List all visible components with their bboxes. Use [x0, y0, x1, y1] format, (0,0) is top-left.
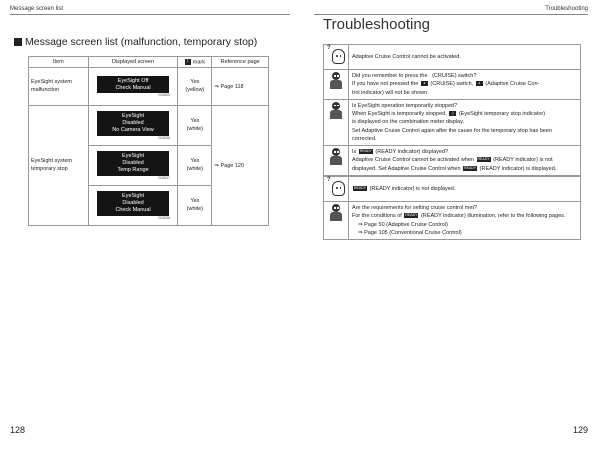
question-icon-cell: [324, 177, 349, 202]
screen-code: S02847: [158, 175, 171, 180]
eyesight-mark-icon: !: [185, 59, 191, 65]
page-number-left: 128: [10, 425, 26, 435]
question-row: [324, 177, 581, 202]
message-screen-table: [28, 56, 269, 226]
reference-link-acc[interactable]: ⇒ Page 50 (Adaptive Cruise Control): [358, 221, 448, 228]
item-malfunction: EyeSight system malfunction: [29, 68, 89, 106]
displayed-screen-cell: [88, 146, 178, 186]
eyesight-temporary-stop-icon: △: [449, 111, 456, 116]
question-icon-cell: [324, 45, 349, 70]
reference-link-conventional[interactable]: ⇒ Page 105 (Conventional Cruise Control): [358, 229, 462, 236]
item-temporary-stop: EyeSight system temporary stop: [29, 106, 89, 226]
answer-text: Is EyeSight operation temporarily stopped? When EyeSight is temporarily stopped, △ (EyeSight temporary stop indicator) is displayed on the combination meter display. Set Adaptive Cruise Control again after the cause for the temporary stop has been corrected.: [349, 99, 581, 145]
screen-code: S03605: [158, 93, 171, 98]
answer-row: [324, 146, 581, 176]
ready-indicator-icon: READY: [359, 149, 372, 154]
mark-cell: Yes (white): [178, 186, 212, 226]
mark-cell: Yes (white): [178, 106, 212, 146]
header-rule-right: [314, 14, 588, 15]
question-text: Adaptive Cruise Control cannot be activated.: [349, 45, 581, 70]
meter-screen: EyeSight Disabled No Camera View: [97, 111, 169, 136]
question-text: READY (READY indicator) is not displayed.: [349, 177, 581, 202]
ready-indicator-icon: READY: [354, 185, 367, 190]
displayed-screen-cell: [88, 106, 178, 146]
answer-icon-cell: [324, 70, 349, 100]
ready-indicator-icon: READY: [405, 213, 418, 218]
reference-page-link[interactable]: ⇒ Page 120: [212, 106, 269, 226]
advisor-icon: [328, 102, 344, 120]
answer-text: Are the requirements for setting cruise control met? For the conditions of READY (READY indicator) illumination, refer to the following pages. ⇒ Page 50 (Adaptive Cruise Control) ⇒ Page 105 (Conventional Cruise Control): [349, 202, 581, 240]
ready-indicator-icon: READY: [464, 165, 477, 170]
question-face-icon: ?: [327, 47, 345, 65]
section-title: [14, 36, 257, 48]
page-title: Troubleshooting: [323, 16, 431, 33]
answer-text: Is READY (READY indicator) displayed? Adaptive Cruise Control cannot be activated when READY (READY indicator) is not displayed. Set Adaptive Cruise Control when READY (READY indicator) is displayed.: [349, 146, 581, 176]
table-header-row: [29, 57, 269, 68]
answer-row: [324, 70, 581, 100]
acc-indicator-icon: ◕: [476, 81, 483, 86]
header-displayed-screen: Displayed screen: [88, 57, 178, 68]
header-rule-left: [10, 14, 290, 15]
troubleshooting-block-ready: [323, 176, 581, 240]
header-mark: ! mark: [178, 57, 212, 68]
table-row: [29, 68, 269, 106]
bullet-square-icon: [14, 38, 22, 46]
advisor-icon: [328, 204, 344, 222]
header-reference-page: Reference page: [212, 57, 269, 68]
ready-indicator-icon: READY: [477, 157, 490, 162]
question-row: [324, 45, 581, 70]
displayed-screen-cell: [88, 68, 178, 106]
right-page: [300, 0, 600, 450]
advisor-icon: [328, 148, 344, 166]
cruise-switch-icon: ◕: [421, 81, 428, 86]
displayed-screen-cell: [88, 186, 178, 226]
troubleshooting-block-acc: [323, 44, 581, 176]
table-row: [29, 106, 269, 146]
page-number-right: 129: [572, 425, 588, 435]
meter-screen: EyeSight Off Check Manual: [97, 76, 169, 94]
answer-text: Did you remember to press the (CRUISE) switch? If you have not pressed the ◕ (CRUISE) switch, ◕ (Adaptive Cruise Con- trol indicator) will not be shown.: [349, 70, 581, 100]
reference-page-link[interactable]: ⇒ Page 118: [212, 68, 269, 106]
section-title-text: Message screen list (malfunction, temporary stop): [25, 36, 258, 48]
answer-icon-cell: [324, 202, 349, 240]
running-head-left: Message screen list: [10, 6, 64, 12]
answer-icon-cell: [324, 99, 349, 145]
answer-row: [324, 202, 581, 240]
meter-screen: EyeSight Disabled Temp Range: [97, 151, 169, 176]
mark-cell: Yes (yellow): [178, 68, 212, 106]
screen-code: S02938: [158, 135, 171, 140]
question-face-icon: ?: [327, 179, 345, 197]
answer-row: [324, 99, 581, 145]
mark-cell: Yes (white): [178, 146, 212, 186]
header-item: Item: [29, 57, 89, 68]
answer-icon-cell: [324, 146, 349, 176]
advisor-icon: [328, 72, 344, 90]
running-head-right: Troubleshooting: [545, 6, 588, 12]
meter-screen: EyeSight Disabled Check Manual: [97, 191, 169, 216]
screen-code: S02936: [158, 215, 171, 220]
